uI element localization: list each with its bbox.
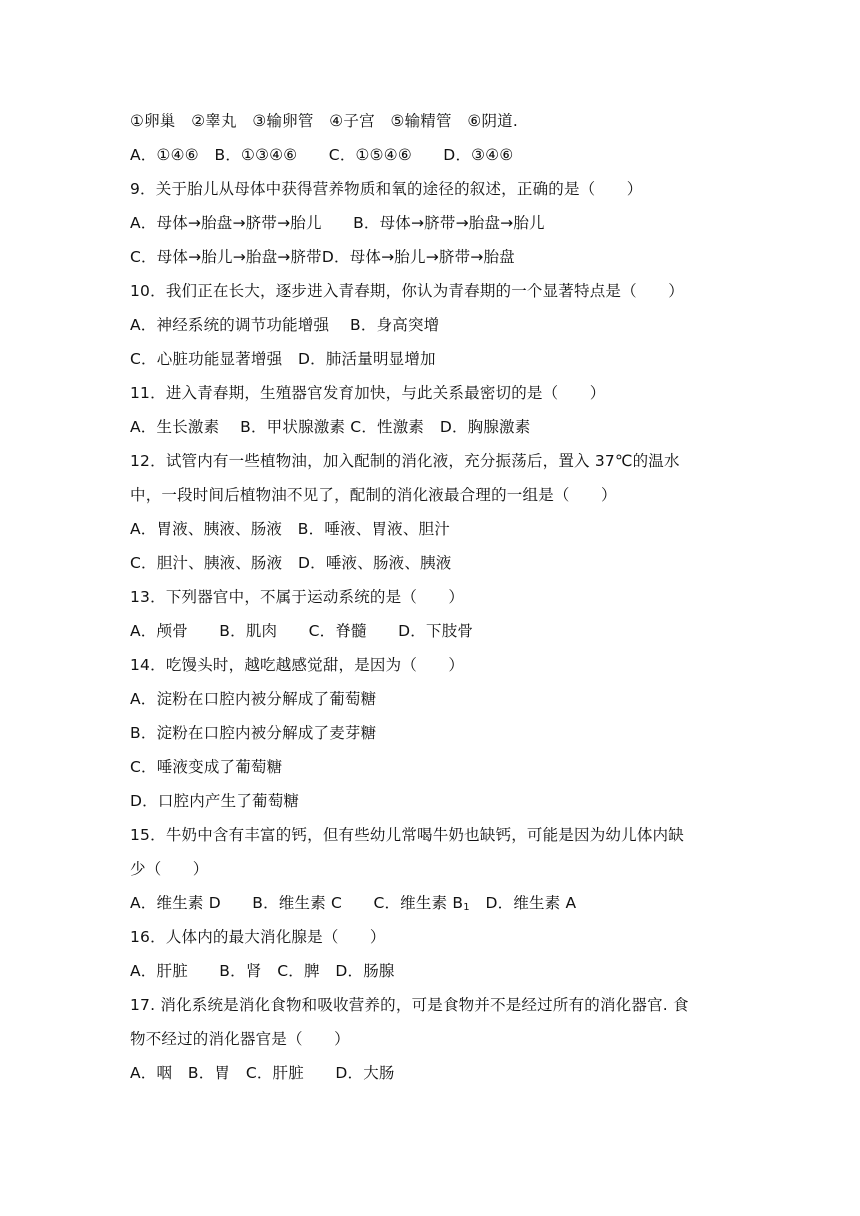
q15-options <box>130 892 576 919</box>
q9-options-ab: A．母体→胎盘→脐带→胎儿 B．母体→脐带→胎盘→胎儿 <box>130 214 545 232</box>
q12-options-ab: A．胃液、胰液、肠液 B．唾液、胃液、胆汁 <box>130 520 450 538</box>
q14-option-a: A．淀粉在口腔内被分解成了葡萄糖 <box>130 690 377 708</box>
q15-options-text-end: D．维生素 A <box>469 894 577 912</box>
q12-options-cd: C．胆汁、胰液、肠液 D．唾液、肠液、胰液 <box>130 554 452 572</box>
q10-options-cd: C．心脏功能显著增强 D．肺活量明显增加 <box>130 350 436 368</box>
q14-stem: 14．吃馒头时，越吃越感觉甜，是因为（ ） <box>130 656 465 674</box>
q14-option-b: B．淀粉在口腔内被分解成了麦芽糖 <box>130 724 377 742</box>
q9-options-cd: C．母体→胎儿→胎盘→脐带D．母体→胎儿→脐带→胎盘 <box>130 248 515 266</box>
q11-options: A．生长激素 B．甲状腺激素 C．性激素 D．胸腺激素 <box>130 418 531 436</box>
q15-options-text: A．维生素 D B．维生素 C C．维生素 B <box>130 894 464 912</box>
q9-stem: 9．关于胎儿从母体中获得营养物质和氧的途径的叙述，正确的是（ ） <box>130 180 643 198</box>
q10-stem: 10．我们正在长大，逐步进入青春期，你认为青春期的一个显著特点是（ ） <box>130 282 684 300</box>
q11-stem: 11．进入青春期，生殖器官发育加快，与此关系最密切的是（ ） <box>130 384 606 402</box>
q12-stem-line2: 中，一段时间后植物油不见了，配制的消化液最合理的一组是（ ） <box>130 486 617 504</box>
q8-list-items: ①卵巢 ②睾丸 ③输卵管 ④子宫 ⑤输精管 ⑥阴道. <box>130 112 519 130</box>
q15-stem-line1: 15．牛奶中含有丰富的钙，但有些幼儿常喝牛奶也缺钙，可能是因为幼儿体内缺 <box>130 826 684 844</box>
q17-stem-line1: 17. 消化系统是消化食物和吸收营养的，可是食物并不是经过所有的消化器官. 食 <box>130 996 689 1014</box>
q15-stem-line2: 少（ ） <box>130 860 209 878</box>
q14-option-c: C．唾液变成了葡萄糖 <box>130 758 283 776</box>
q12-stem-line1: 12．试管内有一些植物油，加入配制的消化液，充分振荡后，置入 37℃的温水 <box>130 452 680 470</box>
q13-stem: 13．下列器官中，不属于运动系统的是（ ） <box>130 588 465 606</box>
q10-options-ab: A．神经系统的调节功能增强 B．身高突增 <box>130 316 440 334</box>
q14-option-d: D．口腔内产生了葡萄糖 <box>130 792 300 810</box>
q8-options: A．①④⑥ B．①③④⑥ C．①⑤④⑥ D．③④⑥ <box>130 146 514 164</box>
q17-stem-line2: 物不经过的消化器官是（ ） <box>130 1030 350 1048</box>
q16-options: A．肝脏 B．肾 C．脾 D．肠腺 <box>130 962 395 980</box>
q16-stem: 16．人体内的最大消化腺是（ ） <box>130 928 386 946</box>
subscript-1: 1 <box>463 902 470 913</box>
q17-options: A．咽 B．胃 C．肝脏 D．大肠 <box>130 1064 395 1082</box>
q13-options: A．颅骨 B．肌肉 C．脊髓 D．下肢骨 <box>130 622 474 640</box>
